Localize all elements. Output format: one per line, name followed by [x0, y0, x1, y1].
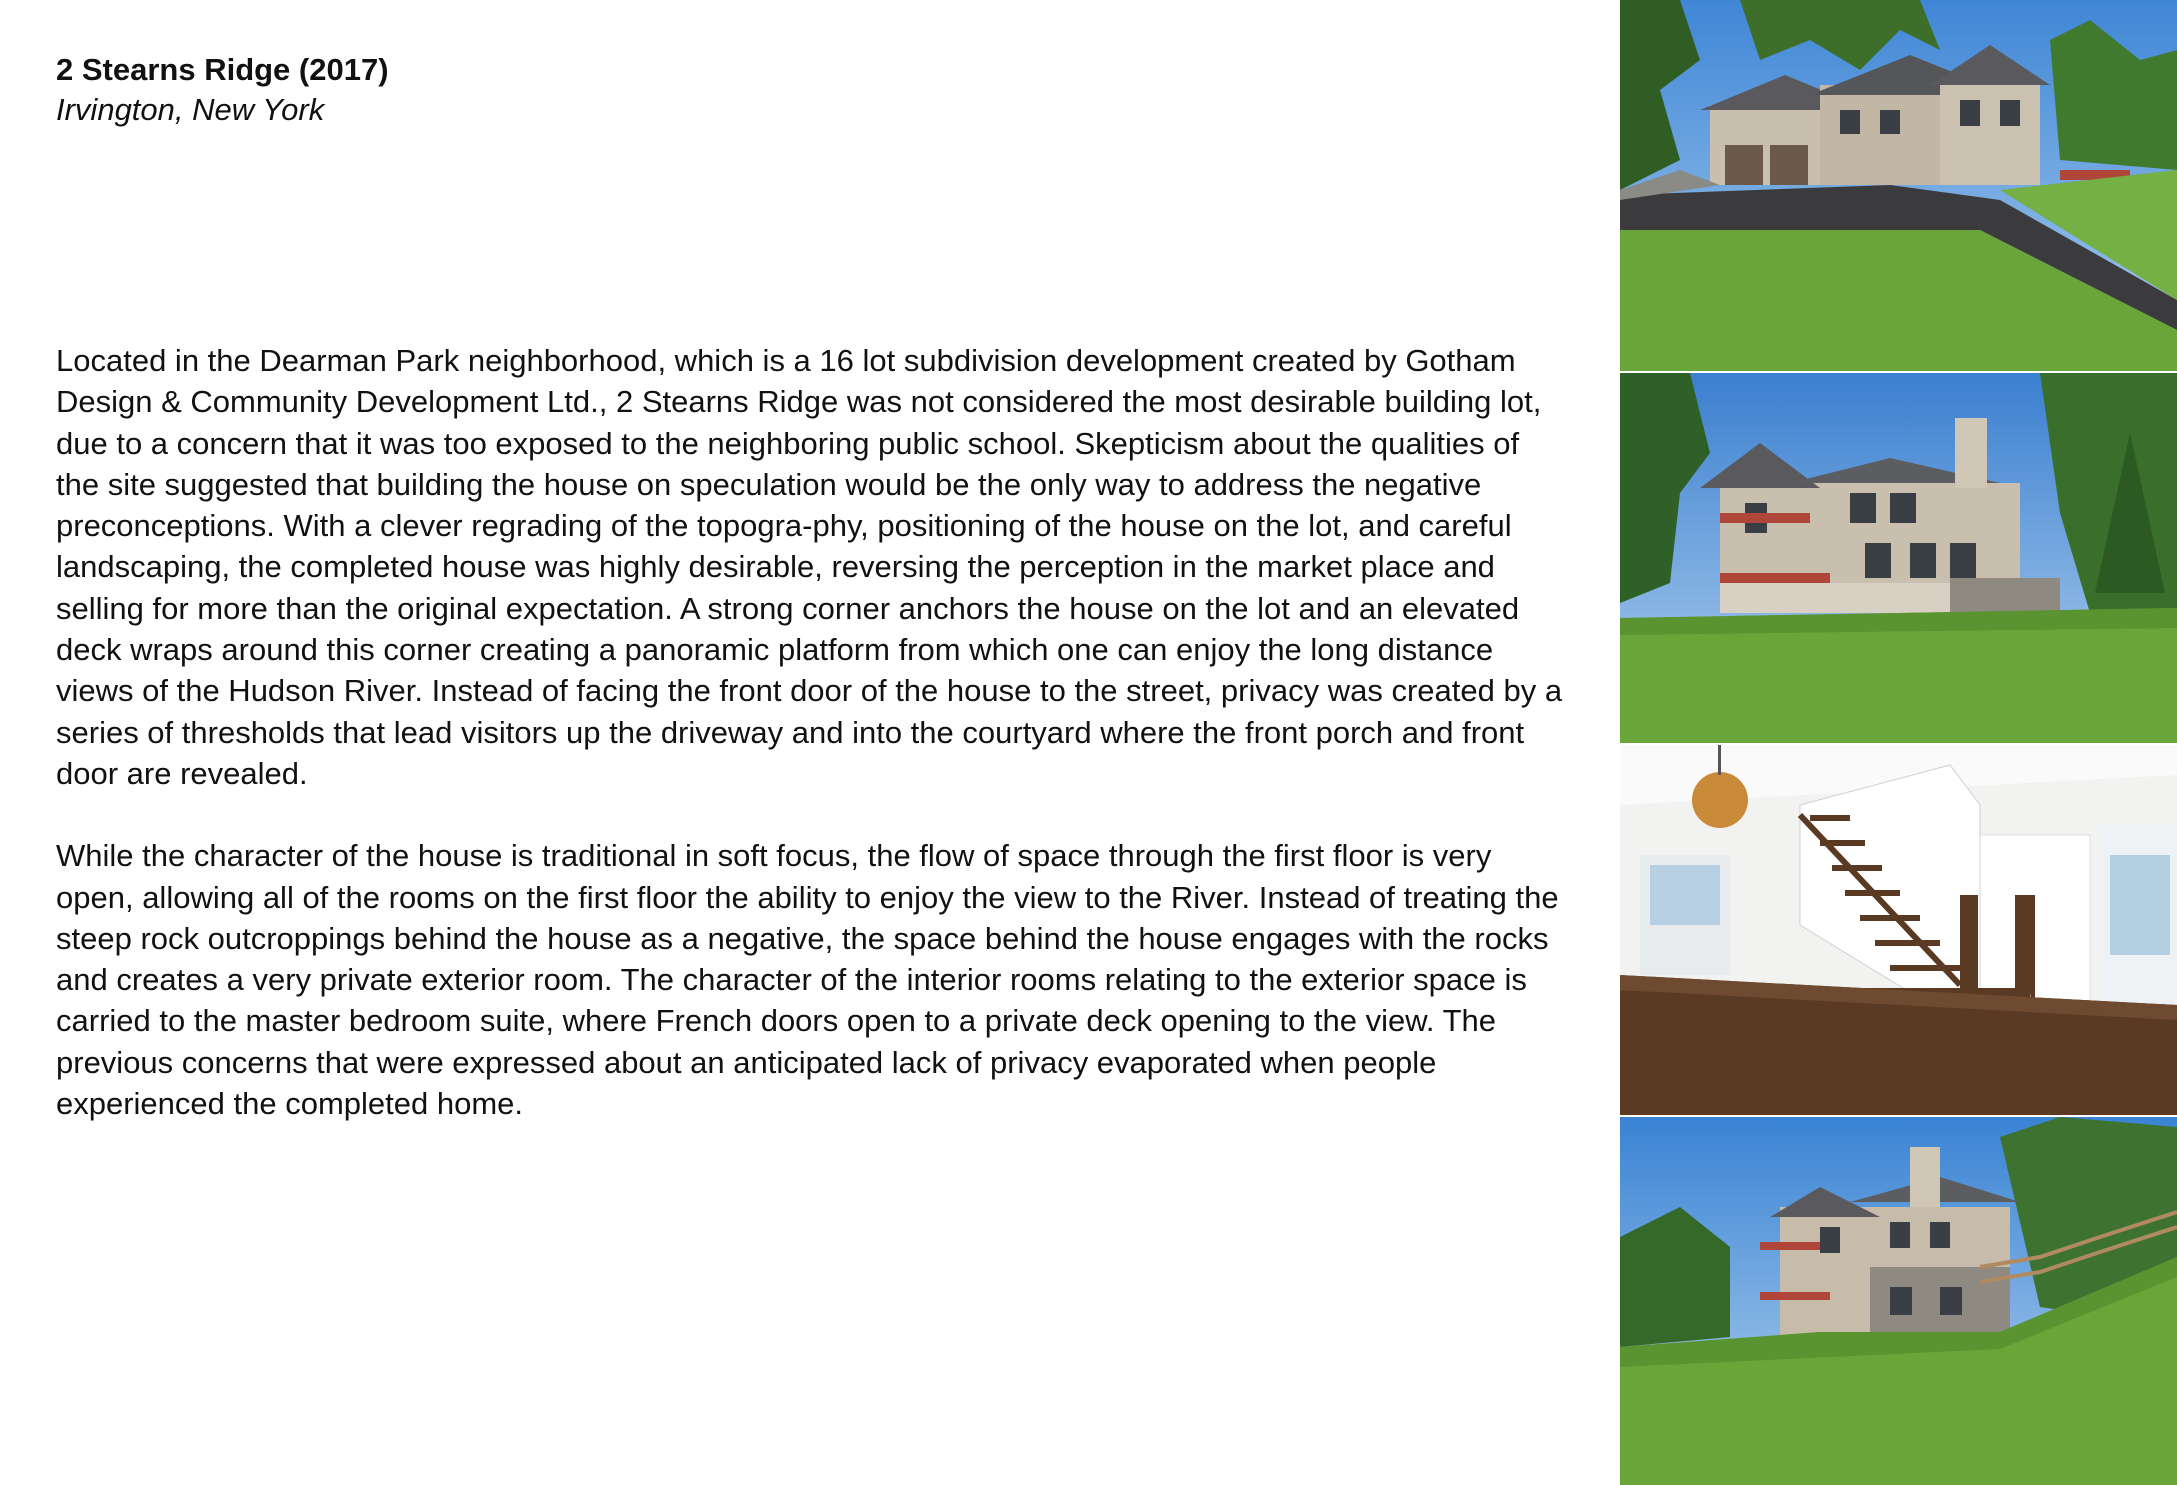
photo-column [1618, 0, 2177, 1485]
heading-block [56, 50, 1556, 130]
house-front-driveway-photo [1620, 0, 2177, 371]
interior-staircase-photo [1620, 745, 2177, 1115]
project-title: 2 Stearns Ridge (2017) [56, 52, 389, 87]
description-paragraph-2: While the character of the house is traditional in soft focus, the flow of space through the first floor is very open, allowing all of the rooms on the first floor the ability to enjoy the view to the River. Instead of treating the steep rock outcroppings behind the house as a negative, the space behind the house engages with the rocks and creates a very private exterior room. The character of the interior rooms relating to the exterior space is carried to the master bedroom suite, where French doors open to a private deck opening to the view. The previous concerns that were expressed about an anticipated lack of privacy evaporated when people experienced the completed home. [56, 838, 1559, 1122]
project-location: Irvington, New York [56, 92, 325, 127]
house-rear-hillside-photo [1620, 1117, 2177, 1485]
house-rear-elevation-photo [1620, 373, 2177, 743]
project-description [56, 340, 1566, 1165]
description-paragraph-1: Located in the Dearman Park neighborhood, which is a 16 lot subdivision development created by Gotham Design & Community Development Ltd., 2 Stearns Ridge was not considered the most desirable building lot, due to a concern that it was too exposed to the neighboring public school. Skepticism about the qualities of the site suggested that building the house on speculation would be the only way to address the negative preconceptions. With a clever regrading of the topogra-phy, positioning of the house on the lot, and careful landscaping, the completed house was highly desirable, reversing the perception in the market place and selling for more than the original expectation. A strong corner anchors the house on the lot and an elevated deck wraps around this corner creating a panoramic platform from which one can enjoy the long distance views of the Hudson River. Instead of facing the front door of the house to the street, privacy was created by a series of thresholds that lead visitors up the driveway and into the courtyard where the front porch and front door are revealed. [56, 343, 1563, 791]
